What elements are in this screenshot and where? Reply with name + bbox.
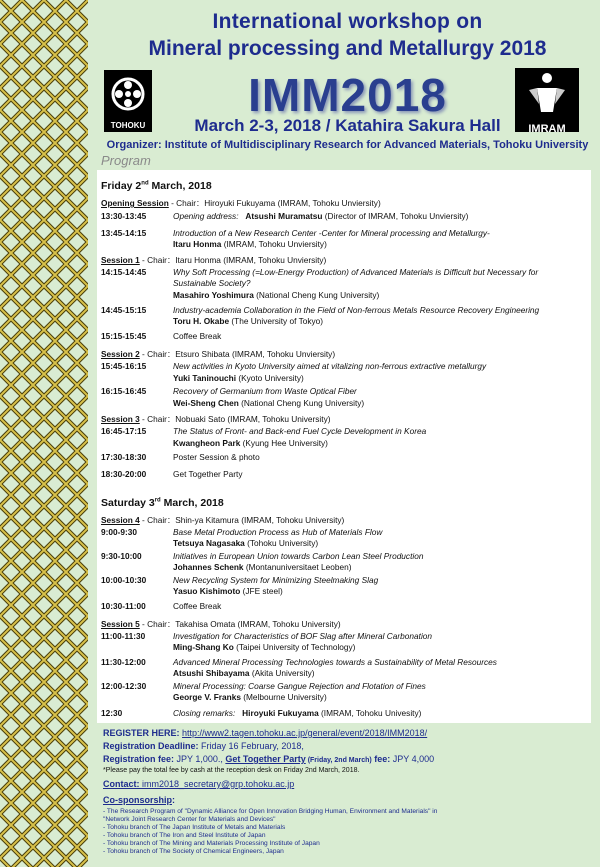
event-dates: March 2-3, 2018 / Katahira Sakura Hall [194,116,501,135]
imram-logo [515,68,579,135]
talk-title: Recovery of Germanium from Waste Optical Fiber [173,386,357,396]
schedule-time: 15:45-16:15 [101,361,147,371]
talk-title-cont: Sustainable Society? [173,278,251,288]
schedule-time: 10:00-10:30 [101,575,147,585]
coffee-break: Coffee Break [173,331,222,341]
event-name: IMM2018 [248,69,447,121]
cosponsor-item: - Tohoku branch of The Society of Chemical Engineers, Japan [103,848,284,855]
talk-speaker: Atsushi Shibayama (Akita University) [173,668,315,678]
schedule-time: 11:00-11:30 [101,631,146,641]
day2-heading: Saturday 3rd March, 2018 [101,497,224,509]
tohoku-logo-text: TOHOKU [110,121,146,130]
deadline-line: Registration Deadline: Friday 16 February, 2018, [103,741,304,751]
imram-logo-text: IMRAM [528,123,566,135]
talk-speaker: Itaru Honma (IMRAM, Tohoku Unviersity) [173,239,327,249]
talk-title: Why Soft Processing (=Low-Energy Production) of Advanced Materials is Difficult but Necessary for [173,267,539,277]
talk-speaker: Wei-Sheng Chen (National Cheng Kung University) [173,398,365,408]
contact-line: Contact: imm2018_secretary@grp.tohoku.ac.jp [103,779,295,789]
schedule-time: 11:30-12:00 [101,657,146,667]
closing-remarks: Closing remarks: Hiroyuki Fukuyama (IMRAM, Tohoku Univesity) [173,708,422,718]
register-link[interactable]: http://www2.tagen.tohoku.ac.jp/general/event/2018/IMM2018/ [182,728,428,738]
schedule-time: 18:30-20:00 [101,469,147,479]
register-line: REGISTER HERE: http://www2.tagen.tohoku.ac.jp/general/event/2018/IMM2018/ [103,728,428,738]
cosponsor-heading: Co-sponsorship: [103,795,175,805]
day1-heading: Friday 2nd March, 2018 [101,180,212,192]
talk-speaker: Yasuo Kishimoto (JFE steel) [173,586,283,596]
imram-emblem-icon [515,68,579,118]
talk-title: Industry-academia Collaboration in the Field of Non-ferrous Metals Resource Recovery Engineering [173,305,540,315]
poster-session: Poster Session & photo [173,452,260,462]
program-panel [97,170,591,723]
talk-speaker: Ming-Shang Ko (Taipei University of Technology) [173,642,356,652]
schedule-time: 13:45-14:15 [101,228,147,238]
talk-title: Advanced Mineral Processing Technologies towards a Sustainability of Metal Resources [173,657,497,667]
talk-title: Introduction of a New Research Center -Center for Mineral processing and Metallurgy- [173,228,490,238]
schedule-time: 13:30-13:45 [101,211,147,221]
program-label: Program [101,153,151,168]
schedule-time: 9:00-9:30 [101,527,137,537]
session-5: Session 5 - Chair：Takahisa Omata (IMRAM, Tohoku University) [101,619,341,629]
cosponsor-item: "Network Joint Research Center for Materials and Devices" [103,816,276,823]
organizer: Organizer: Institute of Multidisciplinary Research for Advanced Materials, Tohoku University [106,139,589,151]
schedule-time: 16:45-17:15 [101,426,147,436]
session-3: Session 3 - Chair：Nobuaki Sato (IMRAM, Tohoku University) [101,414,331,424]
contact-email-link[interactable]: imm2018_secretary@grp.tohoku.ac.jp [139,779,295,789]
schedule-time: 16:15-16:45 [101,386,147,396]
schedule-time: 15:15-15:45 [101,331,147,341]
cosponsor-item: - Tohoku branch of The Japan Institute of Metals and Materials [103,824,286,831]
talk-speaker: Yuki Taninouchi (Kyoto University) [173,373,304,383]
cosponsor-item: - The Research Program of "Dynamic Alliance for Open Innovation Bridging Human, Environment and Materials" in [103,808,438,815]
talk-speaker: Masahiro Yoshimura (National Cheng Kung University) [173,290,380,300]
schedule-time: 12:00-12:30 [101,681,147,691]
talk-speaker: Toru H. Okabe (The University of Tokyo) [173,316,324,326]
talk-title: The Status of Front- and Back-end Fuel Cycle Development in Korea [173,426,427,436]
schedule-time: 9:30-10:00 [101,551,142,561]
schedule-time: 14:15-14:45 [101,267,147,277]
tohoku-emblem-icon [104,70,152,116]
talk-title: Base Metal Production Process as Hub of Materials Flow [173,527,383,537]
schedule-time: 14:45-15:15 [101,305,147,315]
fee-line: Registration fee: JPY 1,000., Get Together Party (Friday, 2nd March) fee: JPY 4,000 [103,754,435,764]
get-together-party: Get Together Party [173,469,243,479]
talk-speaker: Tetsuya Nagasaka (Tohoku University) [173,538,319,548]
talk-speaker: Johannes Schenk (Montanuniversitaet Leoben) [173,562,352,572]
talk-speaker: George V. Franks (Melbourne University) [173,692,327,702]
cosponsor-item: - Tohoku branch of The Iron and Steel Institute of Japan [103,832,266,839]
title-line-1: International workshop on [212,10,483,33]
talk-title: New Recycling System for Minimizing Steelmaking Slag [173,575,379,585]
tohoku-logo [104,70,152,132]
coffee-break: Coffee Break [173,601,222,611]
payment-note: *Please pay the total fee by cash at the reception desk on Friday 2nd March, 2018. [103,767,360,774]
opening-session: Opening Session - Chair：Hiroyuki Fukuyama (IMRAM, Tohoku Unviersity) [101,198,381,208]
cosponsor-item: - Tohoku branch of The Mining and Materials Processing Institute of Japan [103,840,320,847]
title-line-2: Mineral processing and Metallurgy 2018 [148,37,547,60]
session-2: Session 2 - Chair：Etsuro Shibata (IMRAM, Tohoku Unviersity) [101,349,336,359]
schedule-time: 10:30-11:00 [101,601,146,611]
talk-title: Initiatives in European Union towards Carbon Lean Steel Production [173,551,424,561]
session-4: Session 4 - Chair：Shin-ya Kitamura (IMRAM, Tohoku University) [101,515,345,525]
schedule-time: 17:30-18:30 [101,452,147,462]
session-1: Session 1 - Chair：Itaru Honma (IMRAM, Tohoku Unviersity) [101,255,327,265]
talk-title: Mineral Processing: Coarse Gangue Rejection and Flotation of Fines [173,681,426,691]
talk-title: New activities in Kyoto University aimed at vitalizing non-ferrous extractive metallurgy [173,361,487,371]
schedule-time: 12:30 [101,708,123,718]
decorative-chain-border [0,0,95,867]
talk-speaker: Kwangheon Park (Kyung Hee University) [173,438,328,448]
talk-title: Investigation for Characteristics of BOF Slag after Mineral Carbonation [173,631,433,641]
talk-title: Opening address: Atsushi Muramatsu (Director of IMRAM, Tohoku Unviersity) [173,211,469,221]
